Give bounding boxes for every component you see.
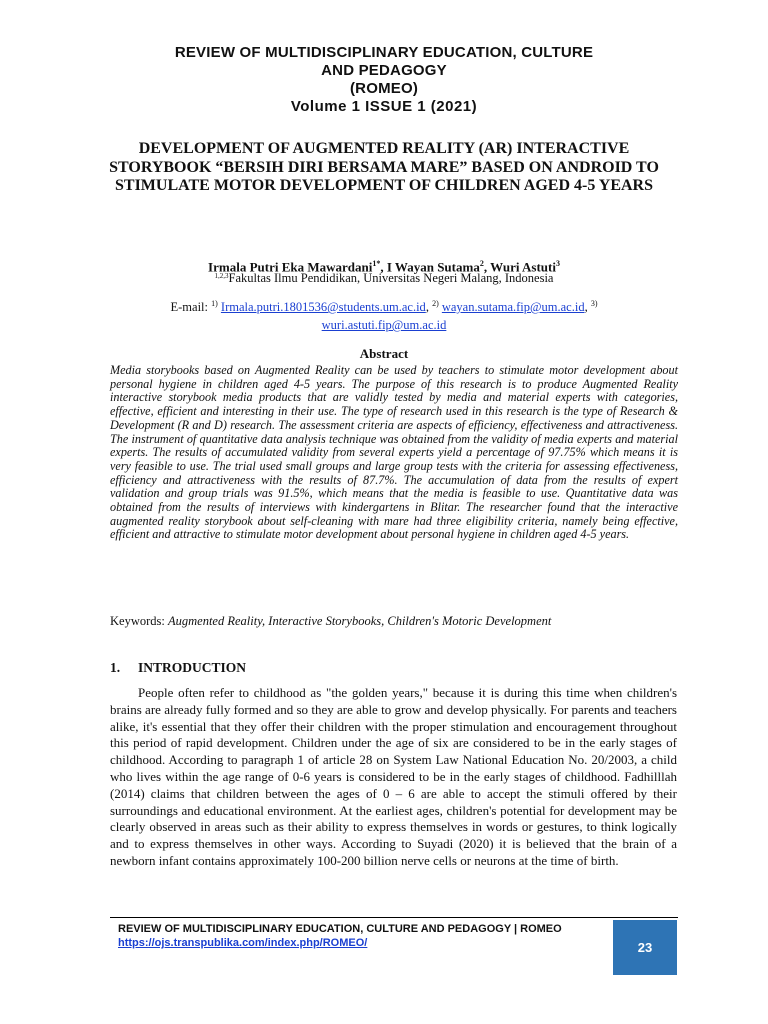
affiliation-sup: 1,2,3	[214, 272, 229, 280]
affiliation	[100, 270, 668, 286]
email-label: E-mail:	[170, 300, 208, 315]
keywords-label: Keywords:	[110, 614, 165, 628]
footer-journal-name: REVIEW OF MULTIDISCIPLINARY EDUCATION, CULTURE AND PEDAGOGY | ROMEO	[118, 923, 562, 935]
author-2: I Wayan Sutama	[386, 259, 480, 275]
page-number-badge	[613, 920, 677, 975]
affiliation-text: Fakultas Ilmu Pendidikan, Universitas Negeri Malang, Indonesia	[228, 271, 554, 285]
email-link-3[interactable]: wuri.astuti.fip@um.ac.id	[321, 318, 447, 333]
keywords	[110, 614, 678, 629]
journal-abbreviation: (ROMEO)	[349, 80, 419, 97]
section-number: 1.	[110, 660, 121, 675]
email-block: E-mail: $^{1)}$ Irmala.putri.1801536@students.um.ac.id, $^{2)}$ wayan.sutama.fip@um.ac.id, $^{3)}$ wuri.astuti.fip@um.ac.id	[170, 299, 598, 333]
email-sup-1: 1)	[211, 299, 218, 308]
keywords-values: Augmented Reality, Interactive Storybooks, Children's Motoric Development	[167, 614, 552, 628]
email-sup-3: 3)	[590, 299, 598, 308]
author-1-sup: 1*	[372, 259, 381, 268]
author-1: Irmala Putri Eka Mawardani	[208, 259, 373, 275]
abstract-text: Media storybooks based on Augmented Reality can be used by teachers to stimulate motor development about personal hygiene in children aged 4-5 years. The purpose of this research is to produce Augmented Reality interactive storybook media products that are validly tested by media and material experts with categories, effective, efficient and interesting in their use. The type of research used in this research is the type of Research & Development (R and D) research. The assessment criteria are aspects of efficiency, effectiveness and attractiveness. The instrument of quantitative data analysis technique was obtained from the validity of media experts and material experts. The results of accumulated validity from several experts yield a percentage of 97.75% which means it is very feasible to use. The trial used small groups and large group tests with the criteria for assessing effectiveness, efficiency and attractiveness with the results of 87.7%. The accumulation of data from the results of expert validation and group trials was 91.5%, which means that the media is feasible to use. Quantitative data was obtained from the results of interviews with kindergartens in Blitar. The researcher found that the interactive augmented reality storybook about self-cleaning with mare had three eligibility criteria, namely being effective, efficient and attractive to stimulate motor development about personal hygiene in children aged 4-5 years.	[110, 363, 678, 542]
author-3: Wuri Astuti	[490, 259, 556, 275]
section-heading-introduction	[110, 660, 246, 676]
journal-name-line2: AND PEDAGOGY	[321, 62, 447, 79]
journal-name-line1: REVIEW OF MULTIDISCIPLINARY EDUCATION, CULTURE	[174, 44, 594, 61]
footer-divider	[110, 917, 678, 918]
email-link-2[interactable]: wayan.sutama.fip@um.ac.id	[441, 300, 585, 315]
paper-title: DEVELOPMENT OF AUGMENTED REALITY (AR) INTERACTIVE STORYBOOK “BERSIH DIRI BERSAMA MARE” BASED ON ANDROID TO STIMULATE MOTOR DEVELOPMENT OF CHILDREN AGED 4-5 YEARS	[109, 140, 659, 194]
journal-volume: Volume 1 ISSUE 1 (2021)	[290, 98, 478, 115]
email-sup-2: 2)	[432, 299, 439, 308]
author-2-sup: 2	[479, 259, 484, 268]
section-title: INTRODUCTION	[138, 660, 247, 675]
footer-url-link[interactable]: https://ojs.transpublika.com/index.php/ROMEO/	[118, 937, 368, 949]
journal-header	[100, 44, 668, 116]
author-3-sup: 3	[555, 259, 560, 268]
author-list: Irmala Putri Eka Mawardani$^{1*}$, I Wayan Sutama$^2$, Wuri Astuti$^3$	[208, 259, 560, 275]
page-number: 23	[637, 940, 653, 955]
abstract-heading: Abstract	[359, 346, 409, 361]
introduction-paragraph: People often refer to childhood as "the golden years," because it is during this time when children's brains are already fully formed and so they are able to grow and develop physically. For parents and teachers alike, it's essential that they offer their children with the proper stimulation and encouragement throughout this period of rapid development. Children under the age of six are considered to be in the early stages of childhood. According to paragraph 1 of article 28 on System Law National Education No. 20/2003, a child who lives within the age range of 0-6 years is considered to be in the early stages of childhood. Fadhilllah (2014) claims that children between the ages of 0 – 6 are able to accept the stimuli offered by their surroundings and educational environment. At the earliest ages, children's potential for development may be clearly observed in areas such as their ability to express themselves in words or gestures, to think logically and to express themselves in other ways. According to Suyadi (2020) it is believed that the brain of a newborn infant contains approximately 100-200 billion nerve cells or neurons at the time of birth.	[110, 685, 677, 868]
email-link-1[interactable]: Irmala.putri.1801536@students.um.ac.id	[220, 300, 426, 315]
